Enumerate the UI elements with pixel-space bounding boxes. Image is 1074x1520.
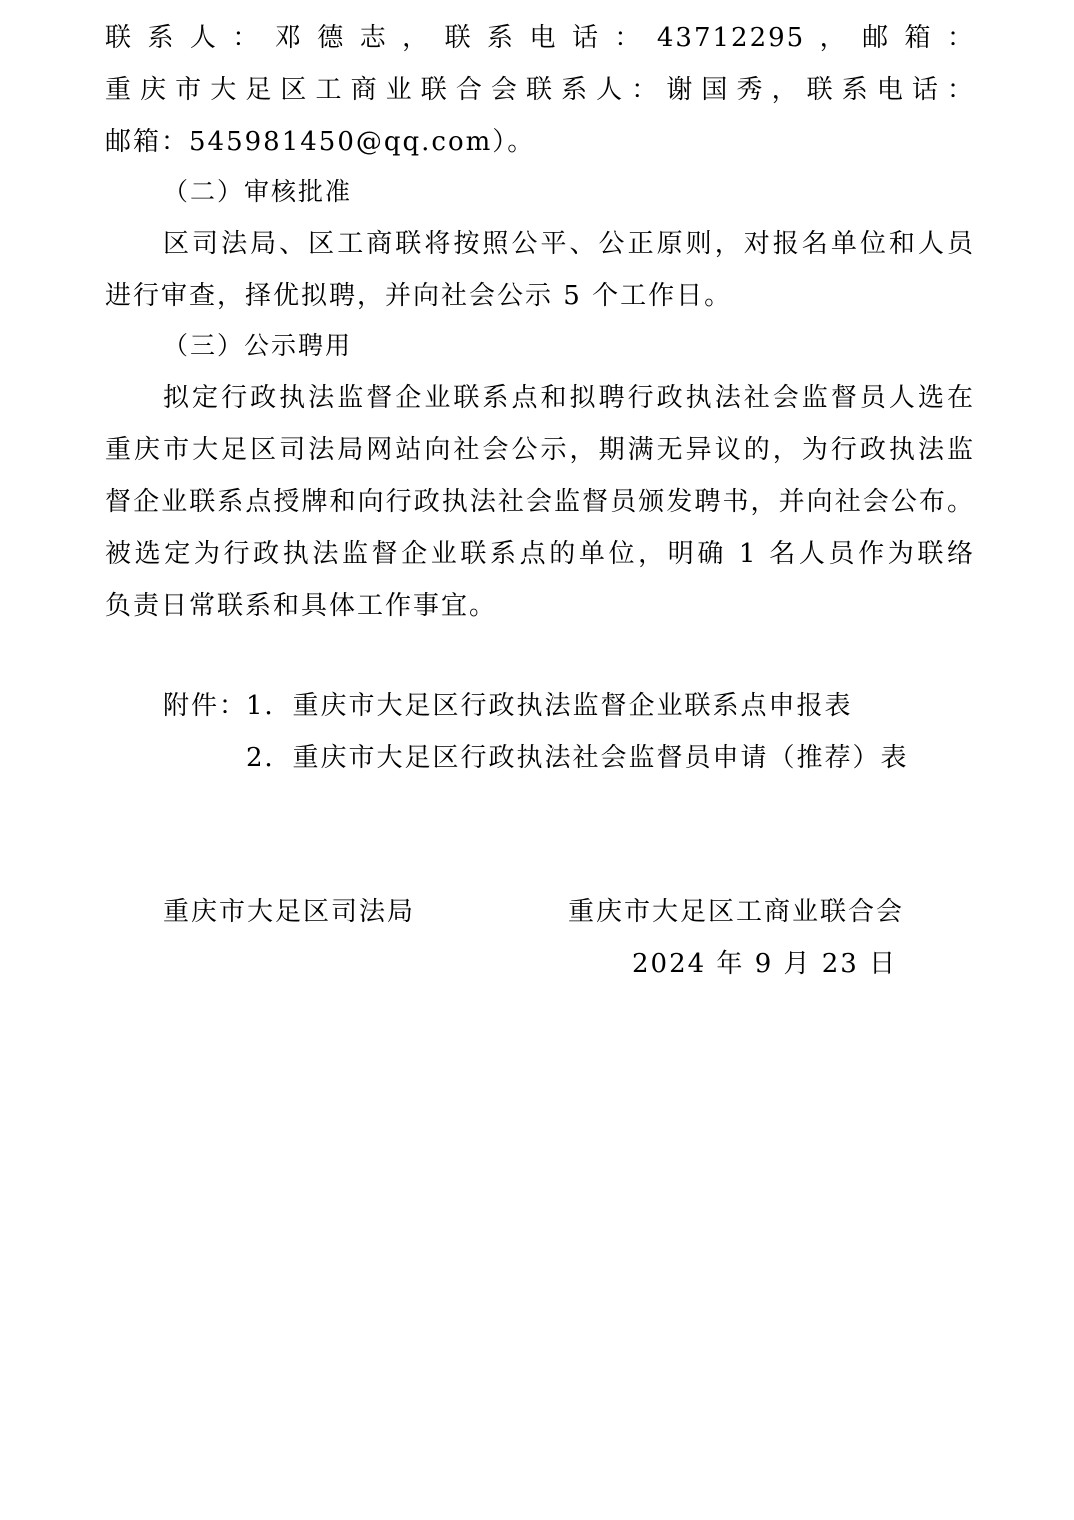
attachment-item-1: 1．重庆市大足区行政执法监督企业联系点申报表 <box>246 691 853 721</box>
section-heading-publicity: （三）公示聘用 <box>163 331 353 360</box>
section-publicity-line-4: 被选定为行政执法监督企业联系点的单位，明确 1 名人员作为联络 <box>105 539 975 569</box>
contact-line-2: 重庆市大足区工商业联合会联系人：谢国秀，联系电话： <box>105 75 975 105</box>
contact-line-1: 联系人：邓德志，联系电话：43712295，邮箱： <box>105 23 975 53</box>
section-publicity-line-2: 重庆市大足区司法局网站向社会公示，期满无异议的，为行政执法监 <box>105 435 975 465</box>
attachment-item-2: 2．重庆市大足区行政执法社会监督员申请（推荐）表 <box>246 743 909 773</box>
signature-org-federation: 重庆市大足区工商业联合会 <box>568 897 905 927</box>
section-review-line-2: 进行审查，择优拟聘，并向社会公示 5 个工作日。 <box>105 281 733 311</box>
section-review-line-1: 区司法局、区工商联将按照公平、公正原则，对报名单位和人员 <box>163 229 975 259</box>
section-publicity-line-5: 负责日常联系和具体工作事宜。 <box>105 591 498 621</box>
section-heading-review: （二）审核批准 <box>163 177 353 206</box>
section-publicity-line-3: 督企业联系点授牌和向行政执法社会监督员颁发聘书，并向社会公布。 <box>105 487 975 517</box>
signature-date: 2024 年 9 月 23 日 <box>632 949 898 979</box>
attachments-label: 附件： <box>163 691 248 721</box>
signature-org-justice-bureau: 重庆市大足区司法局 <box>163 897 416 927</box>
contact-line-3: 邮箱：545981450@qq.com）。 <box>105 127 536 157</box>
section-publicity-line-1: 拟定行政执法监督企业联系点和拟聘行政执法社会监督员人选在 <box>163 383 975 413</box>
